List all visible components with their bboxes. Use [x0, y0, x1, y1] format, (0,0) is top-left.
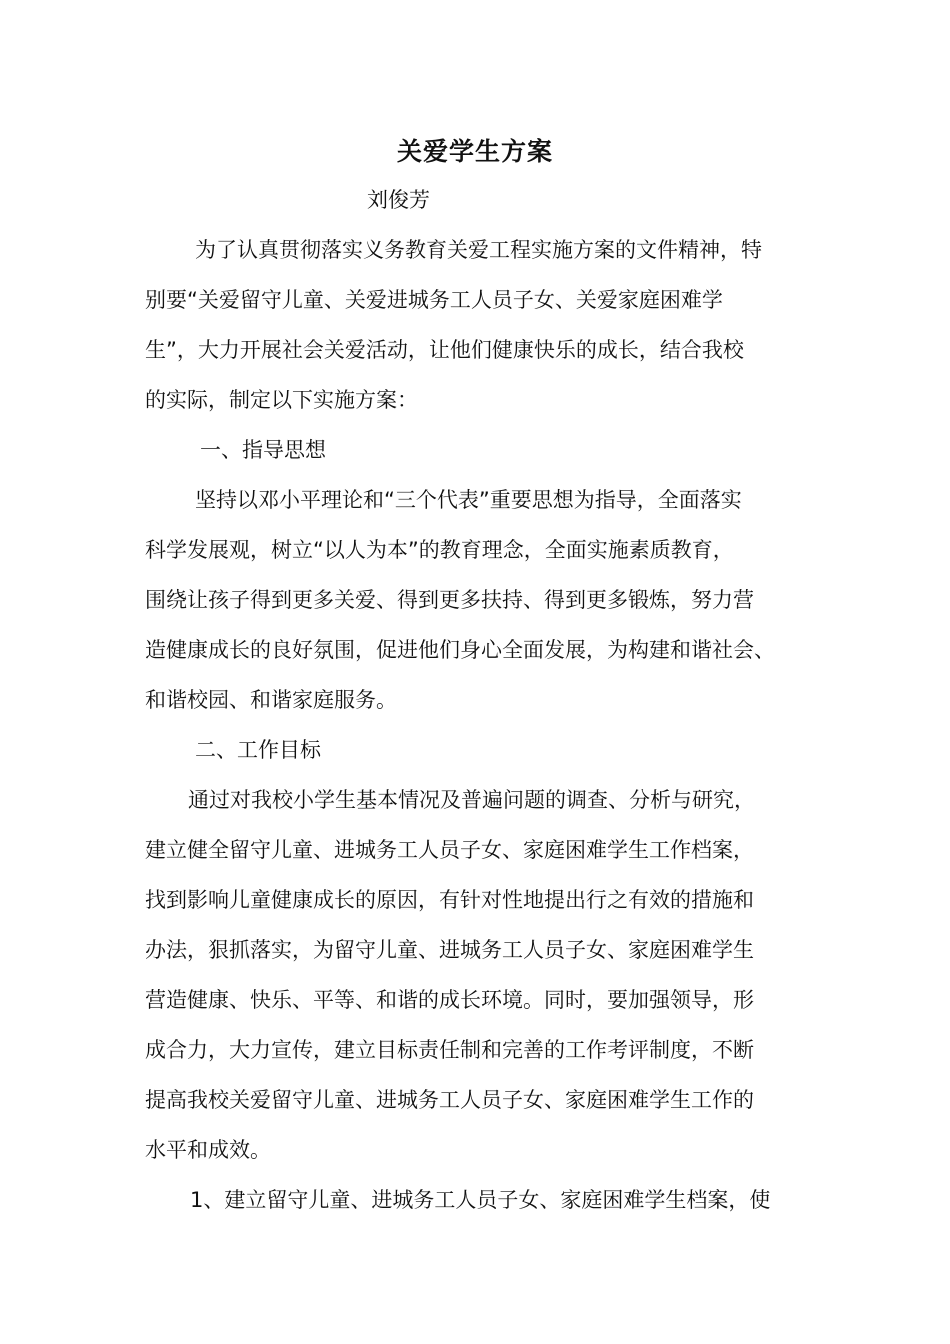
paragraph-line: 办法，狠抓落实，为留守儿童、进城务工人员子女、家庭困难学生	[145, 938, 754, 962]
paragraph-line: 的实际，制定以下实施方案：	[145, 388, 418, 412]
paragraph-line: 别要“关爱留守儿童、关爱进城务工人员子女、关爱家庭困难学	[145, 288, 723, 312]
paragraph-line: 科学发展观，树立“以人为本”的教育理念，全面实施素质教育，	[145, 538, 734, 562]
paragraph-line: 通过对我校小学生基本情况及普遍问题的调查、分析与研究，	[188, 788, 755, 812]
list-item: 1、建立留守儿童、进城务工人员子女、家庭困难学生档案，使	[190, 1188, 771, 1212]
paragraph-line: 建立健全留守儿童、进城务工人员子女、家庭困难学生工作档案，	[145, 838, 754, 862]
paragraph-line: 和谐校园、和谐家庭服务。	[145, 688, 397, 712]
paragraph-line: 坚持以邓小平理论和“三个代表”重要思想为指导，全面落实	[195, 488, 742, 512]
paragraph-line: 成合力，大力宣传，建立目标责任制和完善的工作考评制度，不断	[145, 1038, 754, 1062]
section-heading: 二、工作目标	[195, 738, 321, 762]
document-title: 关爱学生方案	[396, 137, 553, 166]
paragraph-line: 围绕让孩子得到更多关爱、得到更多扶持、得到更多锻炼，努力营	[145, 588, 754, 612]
paragraph-line: 造健康成长的良好氛围，促进他们身心全面发展，为构建和谐社会、	[145, 638, 775, 662]
paragraph-line: 生”，大力开展社会关爱活动，让他们健康快乐的成长，结合我校	[145, 338, 744, 362]
section-heading: 一、指导思想	[200, 438, 326, 462]
paragraph-line: 提高我校关爱留守儿童、进城务工人员子女、家庭困难学生工作的	[145, 1088, 754, 1112]
paragraph-line: 营造健康、快乐、平等、和谐的成长环境。同时，要加强领导，形	[145, 988, 754, 1012]
paragraph-line: 找到影响儿童健康成长的原因，有针对性地提出行之有效的措施和	[145, 888, 754, 912]
paragraph-line: 水平和成效。	[145, 1138, 271, 1162]
document-author: 刘俊芳	[367, 188, 430, 212]
paragraph-line: 为了认真贯彻落实义务教育关爱工程实施方案的文件精神，特	[195, 238, 762, 262]
